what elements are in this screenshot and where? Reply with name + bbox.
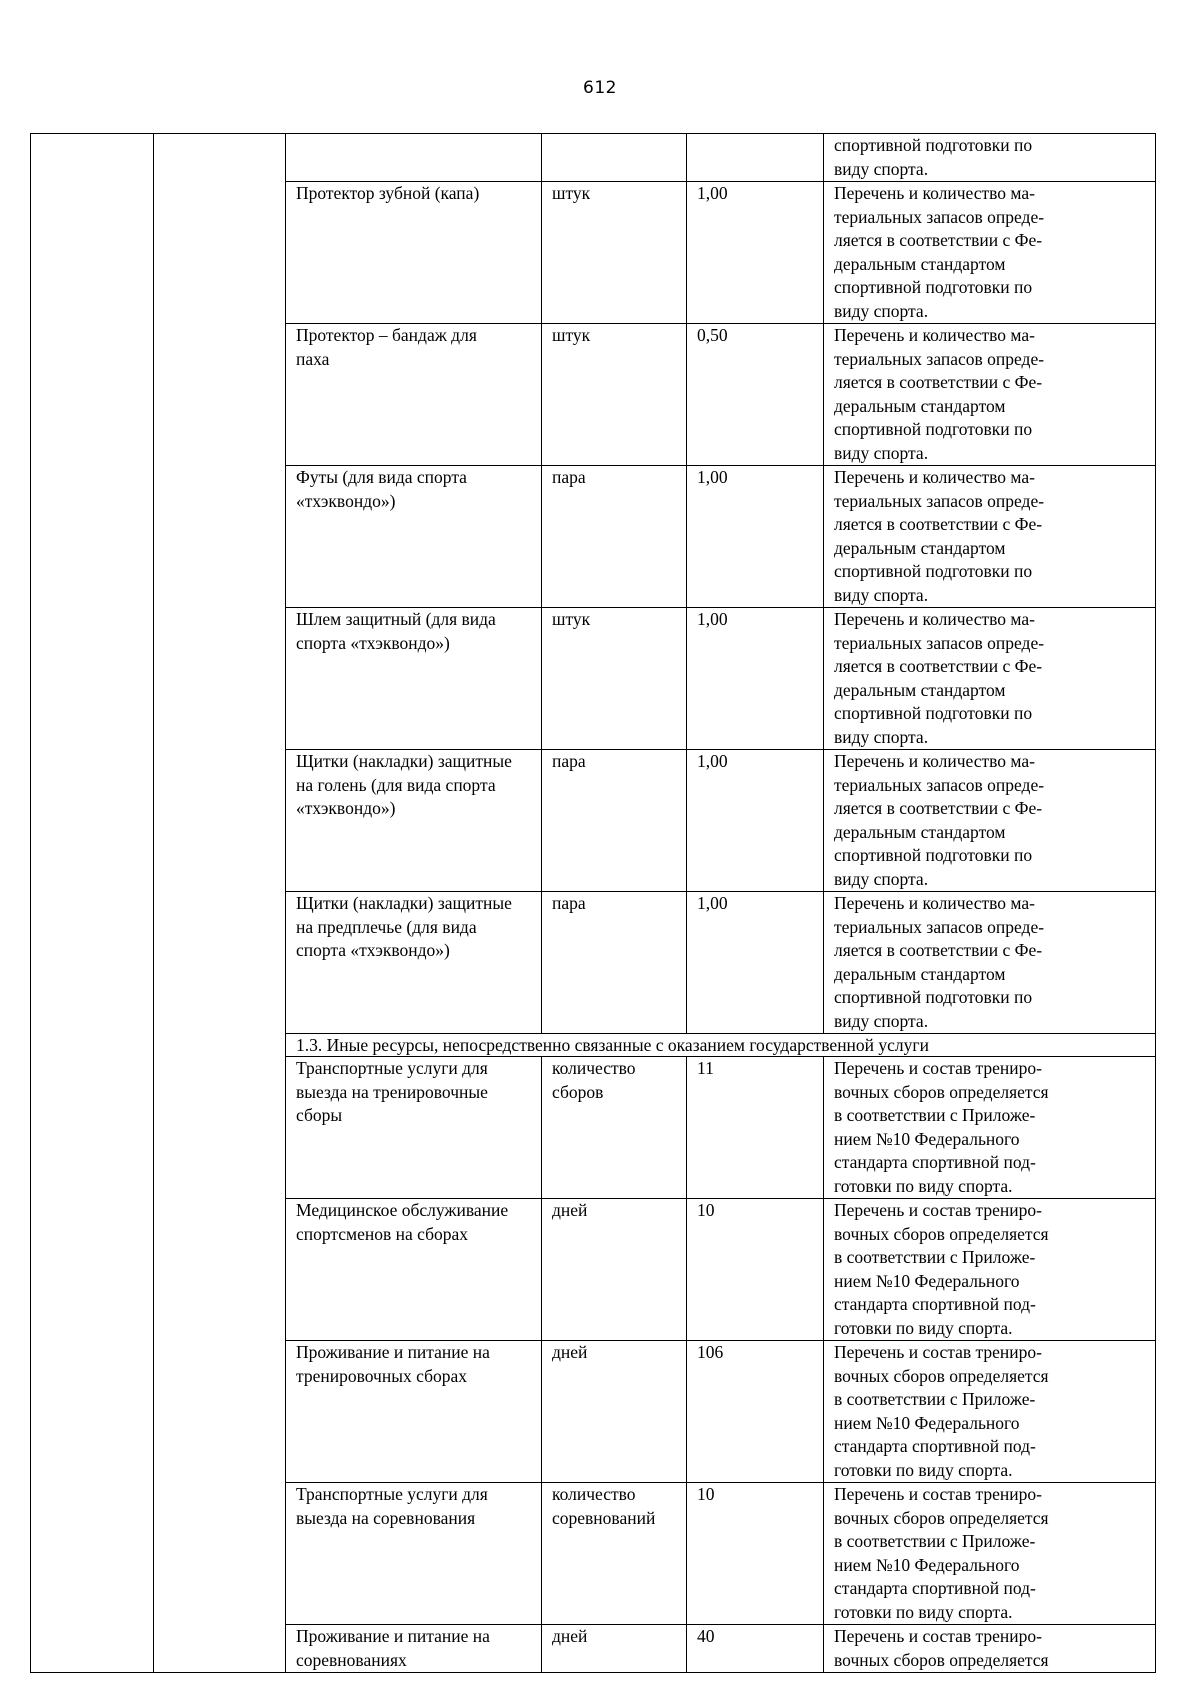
section-title: 1.3. Иные ресурсы, непосредственно связанные с оказанием государственной услуги: [286, 1034, 1156, 1057]
note-line: стандарта спортивной под-: [834, 1578, 1036, 1598]
value-cell: 1,00: [687, 182, 824, 324]
name-line: спортсменов на сборах: [296, 1223, 469, 1244]
name-cell: [286, 1341, 542, 1483]
name-cell: [286, 608, 542, 750]
note-line: ляется в соответствии с Фе-: [834, 940, 1043, 960]
name-line: Протектор зубной (капа): [296, 183, 480, 203]
name-cell: [286, 134, 542, 182]
note-line: стандарта спортивной под-: [834, 1152, 1036, 1172]
note-line: Перечень и состав трениро-: [834, 1342, 1042, 1362]
name-cell: [286, 324, 542, 466]
note-line: Перечень и количество ма-: [834, 751, 1035, 771]
note-cell: [824, 750, 1156, 892]
name-line: Транспортные услуги для: [296, 1484, 488, 1504]
unit-line: дней: [552, 1200, 588, 1220]
unit-line: штук: [552, 183, 591, 203]
note-line: Перечень и количество ма-: [834, 325, 1035, 345]
unit-cell: [542, 134, 687, 182]
note-line: виду спорта.: [834, 158, 929, 179]
note-line: деральным стандартом: [834, 253, 1006, 274]
note-line: вочных сборов определяется: [834, 1365, 1049, 1386]
name-line: Щитки (накладки) защитные: [296, 751, 512, 771]
note-line: ляется в соответствии с Фе-: [834, 656, 1043, 676]
note-line: териальных запасов опреде-: [834, 490, 1045, 511]
note-line: стандарта спортивной под-: [834, 1294, 1036, 1314]
name-line: выезда на соревнования: [296, 1507, 476, 1528]
note-line: териальных запасов опреде-: [834, 206, 1045, 227]
name-line: Проживание и питание на: [296, 1342, 490, 1362]
unit-line: дней: [552, 1626, 588, 1646]
note-line: нием №10 Федерального: [834, 1554, 1020, 1575]
name-line: Шлем защитный (для вида: [296, 609, 496, 629]
name-line: Щитки (накладки) защитные: [296, 893, 512, 913]
unit-cell: [542, 1483, 687, 1625]
name-line: Медицинское обслуживание: [296, 1200, 509, 1220]
resource-table: [30, 133, 1156, 1673]
note-line: териальных запасов опреде-: [834, 632, 1045, 653]
note-cell: [824, 324, 1156, 466]
name-line: Протектор – бандаж для: [296, 325, 477, 345]
note-cell: [824, 466, 1156, 608]
unit-cell: [542, 1625, 687, 1673]
unit-cell: [542, 750, 687, 892]
note-line: Перечень и количество ма-: [834, 893, 1035, 913]
note-line: териальных запасов опреде-: [834, 916, 1045, 937]
note-line: териальных запасов опреде-: [834, 774, 1045, 795]
note-line: вочных сборов определяется: [834, 1649, 1049, 1670]
name-cell: [286, 892, 542, 1034]
note-line: деральным стандартом: [834, 963, 1006, 984]
note-line: виду спорта.: [834, 726, 929, 747]
note-line: спортивной подготовки по: [834, 845, 1033, 865]
name-line: выезда на тренировочные: [296, 1081, 488, 1102]
note-cell: [824, 1625, 1156, 1673]
name-cell: [286, 1199, 542, 1341]
name-line: на предплечье (для вида: [296, 916, 477, 937]
name-cell: [286, 1483, 542, 1625]
value-cell: 40: [687, 1625, 824, 1673]
note-line: спортивной подготовки по: [834, 987, 1033, 1007]
note-line: деральным стандартом: [834, 821, 1006, 842]
note-cell: [824, 1057, 1156, 1199]
note-line: стандарта спортивной под-: [834, 1436, 1036, 1456]
unit-cell: [542, 466, 687, 608]
note-line: деральным стандартом: [834, 395, 1006, 416]
note-line: ляется в соответствии с Фе-: [834, 514, 1043, 534]
name-line: «тхэквондо»): [296, 798, 396, 818]
note-line: деральным стандартом: [834, 679, 1006, 700]
unit-line: количество: [552, 1058, 636, 1078]
note-line: спортивной подготовки по: [834, 419, 1033, 439]
note-line: виду спорта.: [834, 1010, 929, 1031]
note-line: виду спорта.: [834, 442, 929, 463]
note-line: виду спорта.: [834, 868, 929, 889]
note-line: нием №10 Федерального: [834, 1412, 1020, 1433]
note-line: готовки по виду спорта.: [834, 1601, 1013, 1622]
unit-line: количество: [552, 1484, 636, 1504]
name-line: Проживание и питание на: [296, 1626, 490, 1646]
unit-cell: [542, 182, 687, 324]
name-line: сборы: [296, 1105, 343, 1125]
name-line: «тхэквондо»): [296, 490, 396, 511]
note-line: Перечень и количество ма-: [834, 467, 1035, 487]
name-cell: [286, 750, 542, 892]
name-line: спорта «тхэквондо»): [296, 632, 450, 653]
note-line: готовки по виду спорта.: [834, 1317, 1013, 1338]
note-cell: [824, 1199, 1156, 1341]
note-line: вочных сборов определяется: [834, 1507, 1049, 1528]
unit-line: пара: [552, 751, 586, 771]
note-line: в соответствии с Приложе-: [834, 1247, 1036, 1267]
unit-cell: [542, 1199, 687, 1341]
name-cell: [286, 182, 542, 324]
unit-cell: [542, 608, 687, 750]
note-line: спортивной подготовки по: [834, 703, 1033, 723]
unit-cell: [542, 1341, 687, 1483]
name-line: спорта «тхэквондо»): [296, 940, 450, 960]
note-line: Перечень и количество ма-: [834, 609, 1035, 629]
note-line: вочных сборов определяется: [834, 1223, 1049, 1244]
second-gutter-cell: [154, 134, 286, 1673]
note-line: Перечень и состав трениро-: [834, 1484, 1042, 1504]
unit-line: пара: [552, 467, 586, 487]
value-cell: 1,00: [687, 466, 824, 608]
note-line: ляется в соответствии с Фе-: [834, 372, 1043, 392]
note-line: Перечень и состав трениро-: [834, 1626, 1042, 1646]
value-cell: 0,50: [687, 324, 824, 466]
note-line: нием №10 Федерального: [834, 1270, 1020, 1291]
name-line: Футы (для вида спорта: [296, 467, 467, 487]
note-line: Перечень и количество ма-: [834, 183, 1035, 203]
unit-line: сборов: [552, 1081, 604, 1102]
note-line: ляется в соответствии с Фе-: [834, 230, 1043, 250]
value-cell: 1,00: [687, 608, 824, 750]
note-line: деральным стандартом: [834, 537, 1006, 558]
note-cell: [824, 134, 1156, 182]
unit-cell: [542, 1057, 687, 1199]
note-cell: [824, 608, 1156, 750]
page-number: 612: [583, 78, 617, 98]
value-cell: 1,00: [687, 892, 824, 1034]
unit-cell: [542, 892, 687, 1034]
note-line: териальных запасов опреде-: [834, 348, 1045, 369]
note-line: в соответствии с Приложе-: [834, 1105, 1036, 1125]
note-cell: [824, 182, 1156, 324]
name-line: на голень (для вида спорта: [296, 774, 496, 795]
note-line: спортивной подготовки по: [834, 561, 1033, 581]
note-line: спортивной подготовки по: [834, 277, 1033, 297]
note-line: в соответствии с Приложе-: [834, 1389, 1036, 1409]
left-gutter-cell: [31, 134, 154, 1673]
note-cell: [824, 1341, 1156, 1483]
value-cell: 10: [687, 1483, 824, 1625]
note-line: Перечень и состав трениро-: [834, 1200, 1042, 1220]
note-line: готовки по виду спорта.: [834, 1175, 1013, 1196]
continuation-row: [31, 134, 1156, 182]
note-line: виду спорта.: [834, 300, 929, 321]
note-line: в соответствии с Приложе-: [834, 1531, 1036, 1551]
name-cell: [286, 1057, 542, 1199]
note-cell: [824, 1483, 1156, 1625]
name-line: паха: [296, 348, 330, 369]
note-line: спортивной подготовки по: [834, 135, 1033, 155]
note-line: нием №10 Федерального: [834, 1128, 1020, 1149]
value-cell: 10: [687, 1199, 824, 1341]
name-line: соревнованиях: [296, 1649, 407, 1670]
name-cell: [286, 1625, 542, 1673]
name-line: тренировочных сборах: [296, 1365, 468, 1386]
value-cell: 1,00: [687, 750, 824, 892]
note-line: виду спорта.: [834, 584, 929, 605]
note-line: готовки по виду спорта.: [834, 1459, 1013, 1480]
unit-line: пара: [552, 893, 586, 913]
value-cell: 11: [687, 1057, 824, 1199]
unit-line: штук: [552, 609, 591, 629]
value-cell: [687, 134, 824, 182]
note-cell: [824, 892, 1156, 1034]
note-line: ляется в соответствии с Фе-: [834, 798, 1043, 818]
unit-cell: [542, 324, 687, 466]
unit-line: соревнований: [552, 1507, 656, 1528]
name-cell: [286, 466, 542, 608]
unit-line: штук: [552, 325, 591, 345]
note-line: вочных сборов определяется: [834, 1081, 1049, 1102]
value-cell: 106: [687, 1341, 824, 1483]
unit-line: дней: [552, 1342, 588, 1362]
note-line: Перечень и состав трениро-: [834, 1058, 1042, 1078]
name-line: Транспортные услуги для: [296, 1058, 488, 1078]
